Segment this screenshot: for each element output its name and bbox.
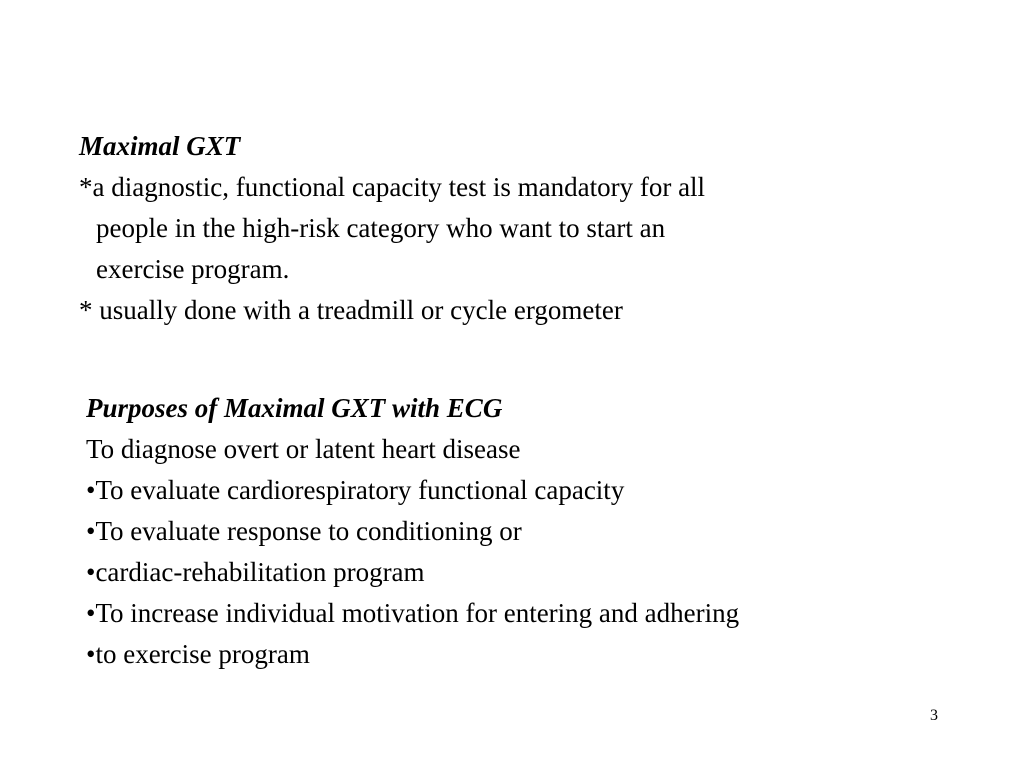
bullet-line: •cardiac-rehabilitation program	[86, 557, 425, 587]
page-number: 3	[930, 707, 938, 724]
section-heading: Purposes of Maximal GXT with ECG	[86, 393, 503, 423]
bullet-line: •To evaluate cardiorespiratory functional capacity	[86, 475, 625, 505]
bullet-continuation: exercise program.	[96, 254, 290, 284]
bullet-line: •To increase individual motivation for entering and adhering	[86, 598, 740, 628]
section-heading: Maximal GXT	[79, 131, 241, 161]
purposes-section	[86, 388, 986, 675]
bullet-line: To diagnose overt or latent heart disease	[86, 434, 521, 464]
bullet-line: *a diagnostic, functional capacity test is mandatory for all	[79, 172, 706, 202]
bullet-line: •To evaluate response to conditioning or	[86, 516, 522, 546]
bullet-line: •to exercise program	[86, 639, 310, 669]
bullet-line: * usually done with a treadmill or cycle ergometer	[79, 295, 623, 325]
maximal-gxt-section	[79, 126, 979, 331]
bullet-continuation: people in the high-risk category who want to start an	[96, 213, 666, 243]
